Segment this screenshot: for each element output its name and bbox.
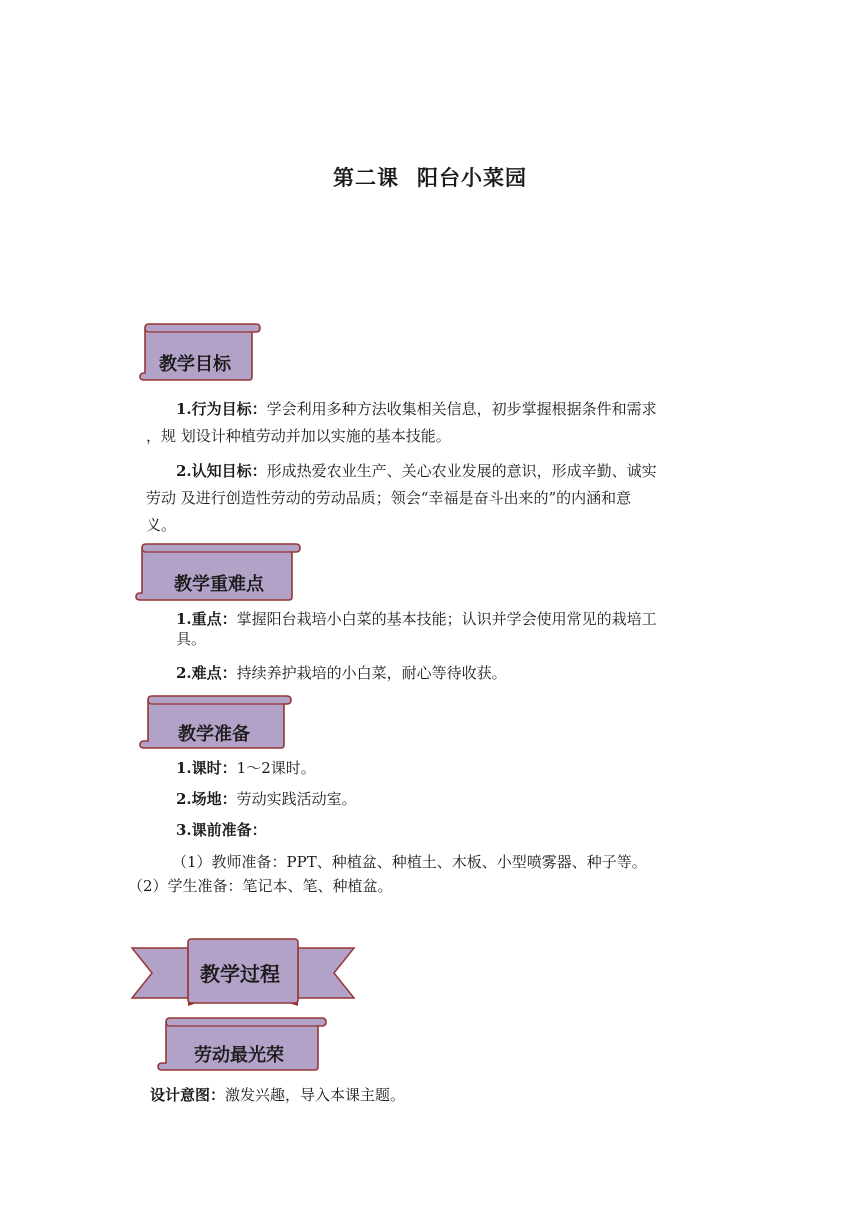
section-title: 教学过程 bbox=[200, 962, 280, 986]
section-title: 教学目标 bbox=[159, 354, 231, 375]
goal-label: 2.认知目标： bbox=[176, 462, 267, 480]
difficulty-text-cont: 具。 bbox=[176, 630, 207, 648]
goal-text: 形成热爱农业生产、关心农业发展的意识，形成辛勤、诚实 bbox=[266, 462, 657, 480]
section-title: 劳动最光荣 bbox=[194, 1045, 284, 1066]
difficulty-text: 掌握阳台栽培小白菜的基本技能；认识并学会使用常见的栽培工 bbox=[236, 610, 657, 628]
prep-label: 1.课时： bbox=[176, 759, 237, 777]
design-label: 设计意图： bbox=[150, 1086, 226, 1104]
prep-teacher: （1）教师准备：PPT、种植盆、种植土、木板、小型喷雾器、种子等。 bbox=[172, 853, 647, 871]
difficulty-label: 2.难点： bbox=[176, 664, 237, 682]
lesson-name: 阳台小菜园 bbox=[417, 166, 527, 190]
section-title: 教学准备 bbox=[178, 724, 250, 745]
prep-text: 1～2课时。 bbox=[236, 759, 316, 777]
difficulty-text: 持续养护栽培的小白菜，耐心等待收获。 bbox=[236, 664, 507, 682]
page-title bbox=[0, 162, 860, 192]
prep-item-venue bbox=[176, 786, 357, 813]
prep-label: 3.课前准备： bbox=[176, 821, 267, 839]
goal-text-cont: 义。 bbox=[146, 516, 177, 534]
lesson-number: 第二课 bbox=[333, 166, 399, 190]
difficulty-item-key bbox=[176, 609, 746, 649]
goal-text-cont: 劳动 及进行创造性劳动的劳动品质；领会“幸福是奋斗出来的”的内涵和意 bbox=[146, 489, 632, 507]
design-text: 激发兴趣，导入本课主题。 bbox=[225, 1086, 406, 1104]
difficulty-label: 1.重点： bbox=[176, 610, 237, 628]
prep-label: 2.场地： bbox=[176, 790, 237, 808]
goal-item-cognitive bbox=[146, 458, 746, 539]
section-banner-difficulties bbox=[134, 542, 302, 602]
difficulty-item-hard bbox=[176, 660, 746, 687]
section-banner-preparation bbox=[138, 694, 293, 750]
goal-label: 1.行为目标： bbox=[176, 400, 267, 418]
design-intention bbox=[150, 1082, 405, 1109]
goal-text-cont: ，规 划设计种植劳动并加以实施的基本技能。 bbox=[146, 427, 451, 445]
section-banner-goals bbox=[138, 322, 262, 382]
prep-text: 劳动实践活动室。 bbox=[236, 790, 357, 808]
section-banner-activity bbox=[156, 1016, 328, 1072]
prep-item-hours bbox=[176, 755, 316, 782]
prep-item-before bbox=[176, 817, 267, 844]
section-banner-process bbox=[130, 936, 356, 1008]
prep-student: （2）学生准备：笔记本、笔、种植盆。 bbox=[128, 877, 393, 895]
goal-item-behavior bbox=[146, 396, 746, 450]
goal-text: 学会利用多种方法收集相关信息，初步掌握根据条件和需求 bbox=[266, 400, 657, 418]
section-title: 教学重难点 bbox=[174, 574, 264, 595]
